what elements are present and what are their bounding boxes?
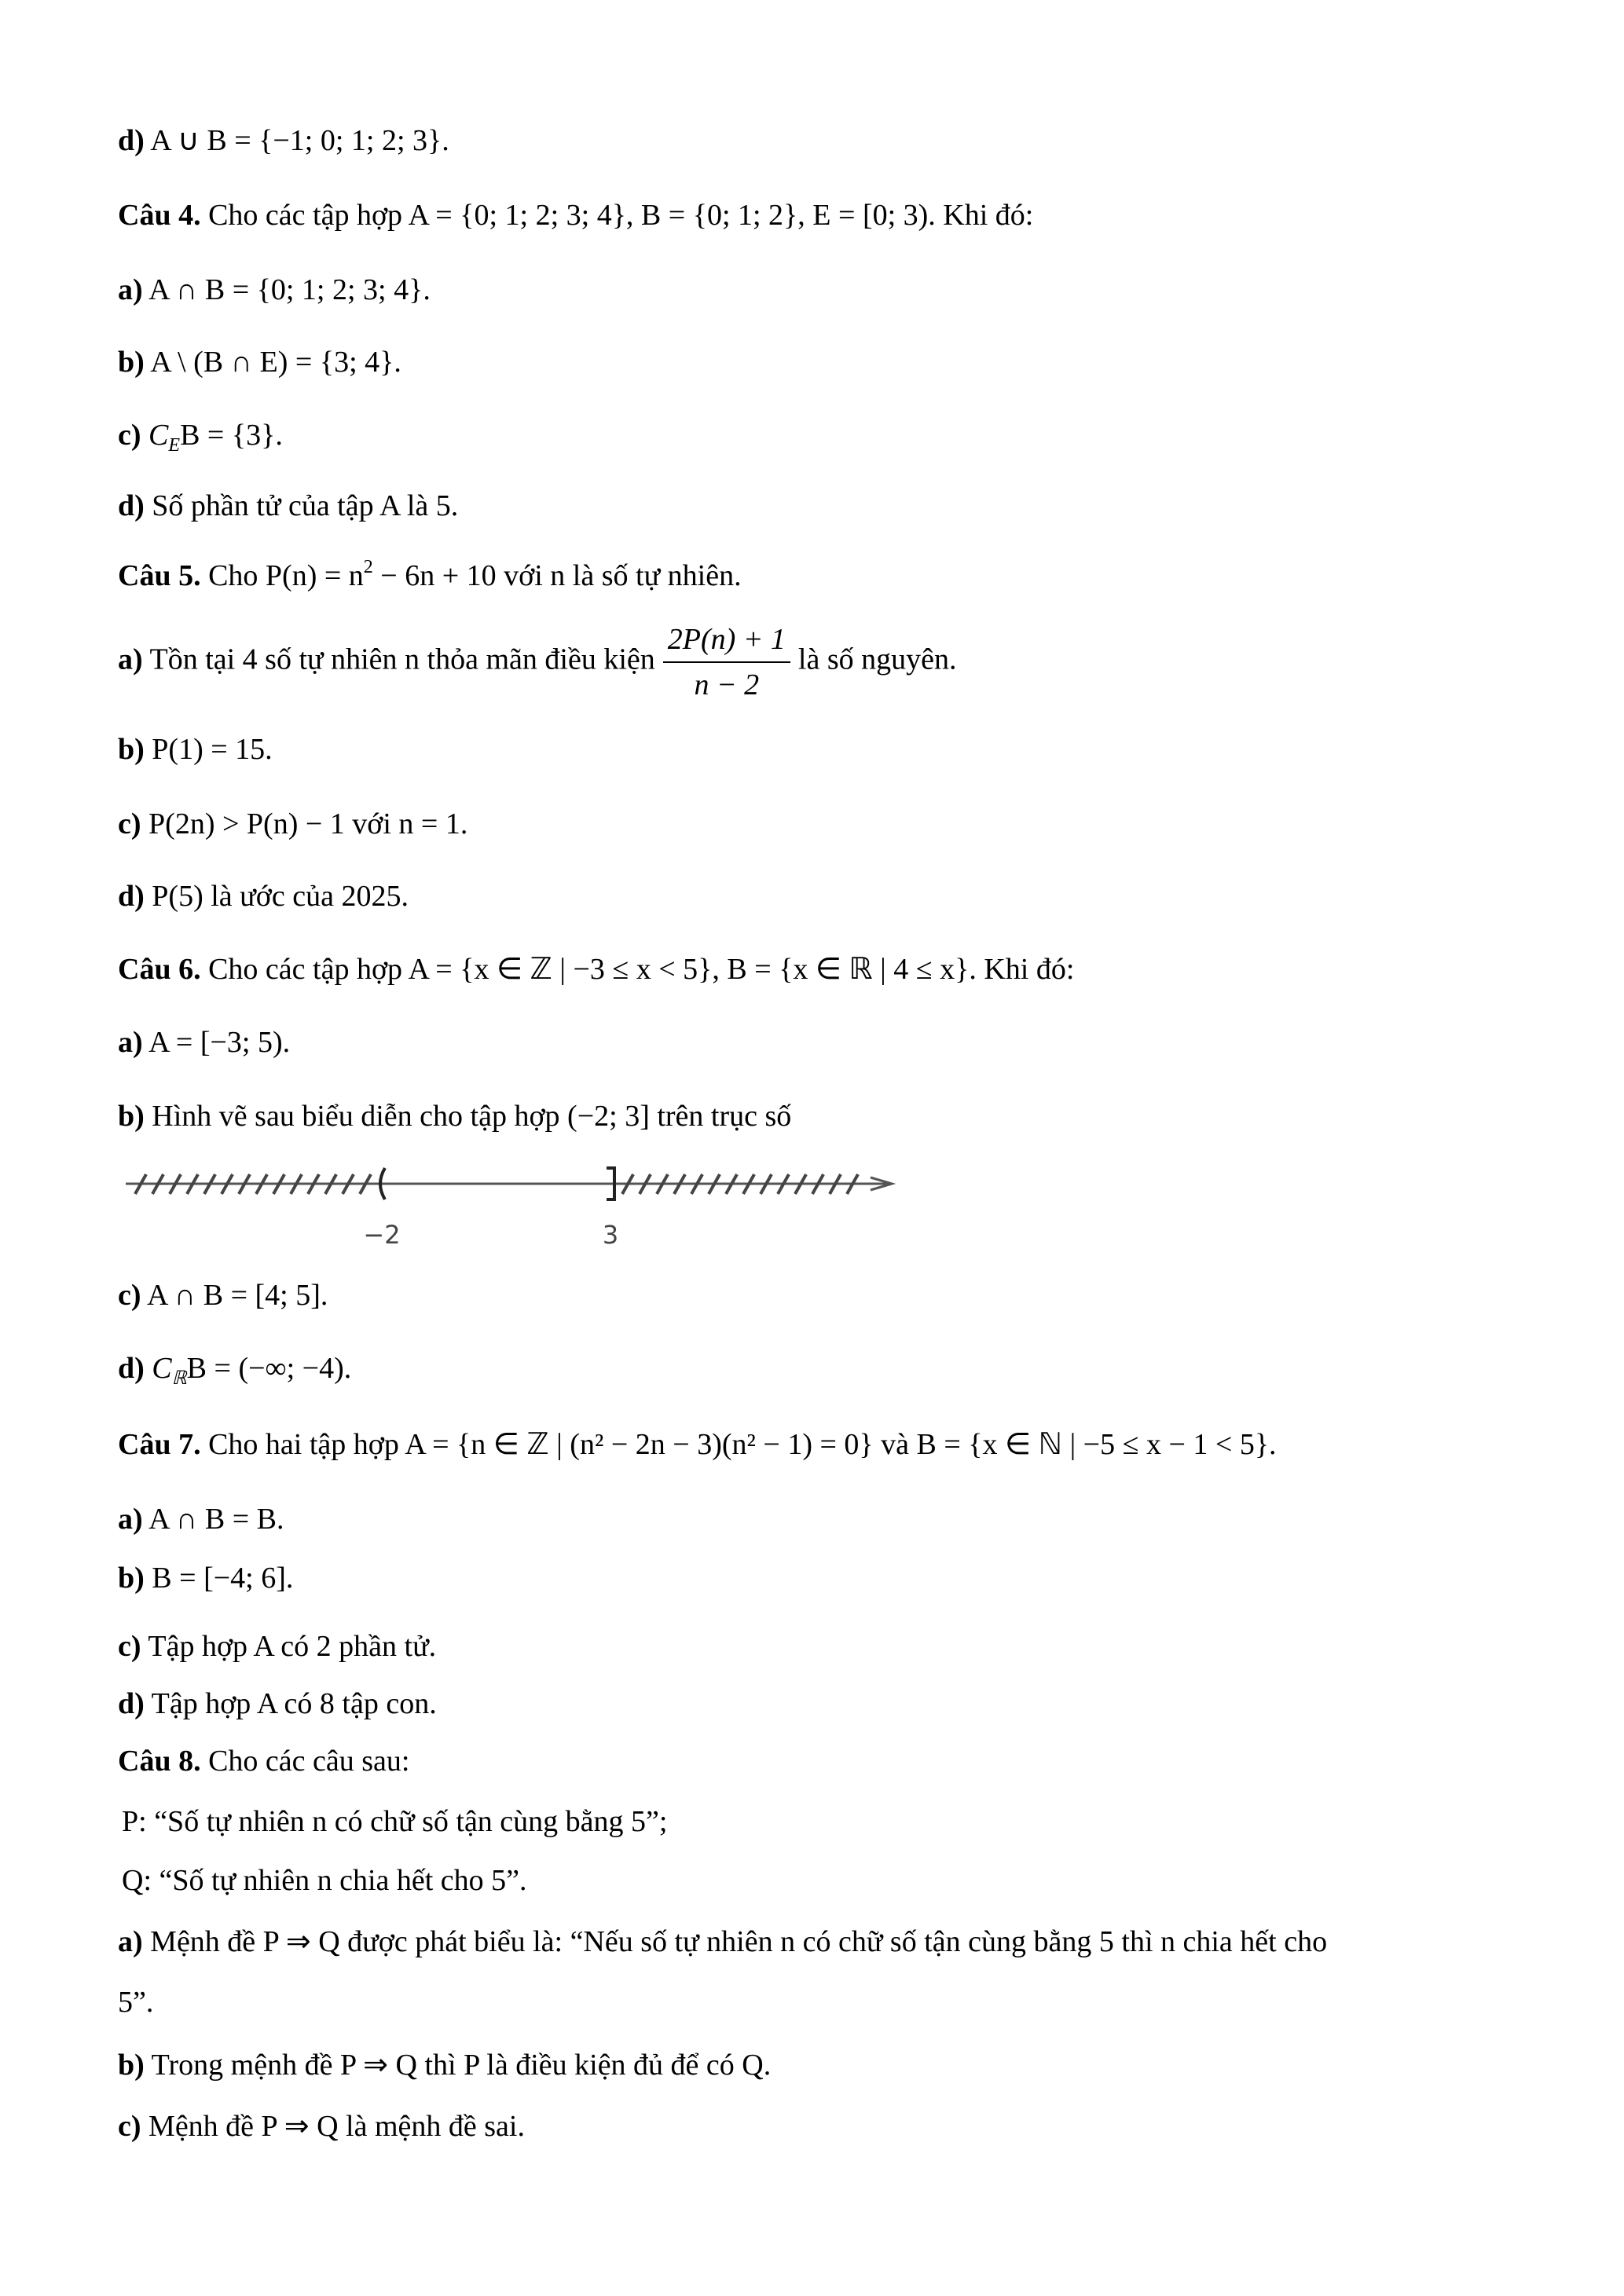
line-6c: c) A ∩ B = [4; 5].: [118, 1279, 328, 1312]
question-5: Câu 5. Cho $P(n) = n^2 - 6n + 10$ với n là số tự nhiên.: [118, 557, 742, 592]
line-4c: c) $C_EB = \{3\}$.: [118, 419, 283, 456]
line-6b: b) Hình vẽ sau biểu diễn cho tập hợp (−2; 3] trên trục số: [118, 1100, 792, 1133]
question-7: Câu 7. Cho hai tập hợp A = {n ∈ ℤ | (n² − 2n − 3)(n² − 1) = 0} và B = {x ∈ ℕ | −5 ≤ x − 1 < 5}.: [118, 1428, 1277, 1461]
line-5a: a) Tồn tại 4 số tự nhiên n thỏa mãn điều kiện $\frac{2P(n) + 1}{n - 2}$ là số nguyên.: [118, 621, 957, 704]
question-4: Câu 4. Cho các tập hợp A = {0; 1; 2; 3; 4}, B = {0; 1; 2}, E = [0; 3). Khi đó:: [118, 199, 1034, 232]
question-8: Câu 8. Cho các câu sau:: [118, 1745, 410, 1778]
line-5b: b) P(1) = 15.: [118, 733, 273, 766]
line-7d: d) Tập hợp A có 8 tập con.: [118, 1687, 437, 1720]
line-6a: a) A = [−3; 5).: [118, 1026, 291, 1059]
line-7c: c) Tập hợp A có 2 phần tử.: [118, 1630, 437, 1663]
line-8a-cont: 5”.: [118, 1986, 154, 2019]
number-line-figure: [126, 1151, 896, 1261]
question-6: Câu 6. Cho các tập hợp A = {x ∈ ℤ | −3 ≤ x < 5}, B = {x ∈ ℝ | 4 ≤ x}. Khi đó:: [118, 953, 1075, 986]
line-8b: b) Trong mệnh đề P ⇒ Q thì P là điều kiện đủ để có Q.: [118, 2049, 772, 2082]
line-7a: a) A ∩ B = B.: [118, 1503, 284, 1536]
fraction: $\frac{2P(n) + 1}{n - 2}$: [663, 621, 790, 704]
line-5d: d) P(5) là ước của 2025.: [118, 880, 409, 913]
label-3: 3: [602, 1220, 619, 1250]
line-8a: a) Mệnh đề P ⇒ Q được phát biểu là: “Nếu số tự nhiên n có chữ số tận cùng bằng 5 thì n chia hết cho: [118, 1925, 1328, 1958]
label-minus-2: −2: [363, 1220, 401, 1250]
line-6d: d) $C_ℝB$ = (−∞; −4).: [118, 1352, 352, 1389]
line-4b: b) A \ (B ∩ E) = {3; 4}.: [118, 346, 401, 379]
statement-p: P: “Số tự nhiên n có chữ số tận cùng bằng 5”;: [122, 1805, 668, 1838]
line-4a: a) A ∩ B = {0; 1; 2; 3; 4}.: [118, 273, 431, 306]
line-8c: c) Mệnh đề P ⇒ Q là mệnh đề sai.: [118, 2110, 525, 2143]
line-4d: d) Số phần tử của tập A là 5.: [118, 489, 459, 522]
line-7b: b) B = [−4; 6].: [118, 1562, 294, 1595]
statement-q: Q: “Số tự nhiên n chia hết cho 5”.: [122, 1864, 527, 1897]
line-5c: c) P(2n) > P(n) − 1 với n = 1.: [118, 807, 468, 840]
line-d-union: d) A ∪ B = {−1; 0; 1; 2; 3}.: [118, 124, 449, 157]
